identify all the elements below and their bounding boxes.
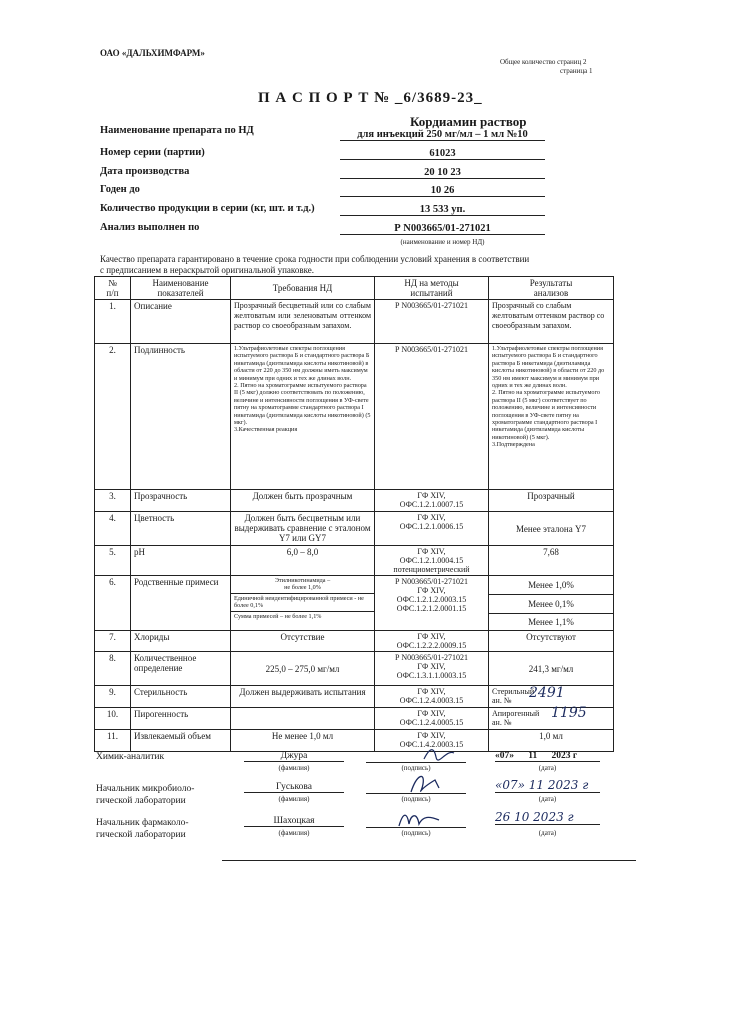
field-label-name: Наименование препарата по НД bbox=[100, 125, 254, 136]
sig-role-chemist: Химик-аналитик bbox=[96, 752, 165, 762]
row-number: 4. bbox=[95, 512, 131, 546]
table-row bbox=[95, 652, 614, 686]
col-requirements: Требования НД bbox=[231, 277, 375, 300]
signature-scribble bbox=[405, 770, 445, 796]
row-method: ГФ XIV, ОФС.1.4.2.0003.15 bbox=[375, 730, 489, 752]
row-requirement: Должен выдерживать испытания bbox=[231, 686, 375, 708]
company-name: ОАО «ДАЛЬХИМФАРМ» bbox=[100, 48, 205, 58]
row-number: 9. bbox=[95, 686, 131, 708]
drug-form: для инъекций 250 мг/мл – 1 мл №10 bbox=[340, 129, 545, 141]
series-number: 61023 bbox=[340, 148, 545, 160]
impurity-result-total: Менее 1,1% bbox=[528, 617, 574, 627]
signature-scribble bbox=[395, 806, 445, 832]
row-number: 3. bbox=[95, 490, 131, 512]
row-method: Р N003665/01-271021 ГФ XIV, ОФС.1.2.1.2.0003.15 ОФС.1.2.1.2.0001.15 bbox=[375, 576, 489, 631]
row-indicator: Количественное определение bbox=[131, 652, 231, 686]
row-result: Отсутствуют bbox=[489, 631, 614, 652]
row-method: ГФ XIV, ОФС.1.2.1.0007.15 bbox=[375, 490, 489, 512]
field-label-prod-date: Дата производства bbox=[100, 166, 190, 177]
quantity: 13 533 уп. bbox=[340, 204, 545, 216]
row-method: Р N003665/01-271021 bbox=[375, 344, 489, 490]
page-current: страница 1 bbox=[560, 67, 593, 75]
row-indicator: Извлекаемый объем bbox=[131, 730, 231, 752]
table-row bbox=[95, 730, 614, 752]
sig-sign-caption: (подпись) bbox=[401, 795, 431, 803]
table-header-row bbox=[95, 277, 614, 300]
row-indicator: Родственные примеси bbox=[131, 576, 231, 631]
row-number: 1. bbox=[95, 300, 131, 344]
sig-sign-caption: (подпись) bbox=[401, 829, 431, 837]
table-row bbox=[95, 512, 614, 546]
impurity-req-single: Единичной неидентифицированной примеси - не более 0,1% bbox=[231, 594, 374, 612]
row-method: Р N003665/01-271021 ГФ XIV, ОФС.1.3.1.1.0003.15 bbox=[375, 652, 489, 686]
row-requirement: Должен быть прозрачным bbox=[231, 490, 375, 512]
sig-name-chemist: Джура bbox=[244, 751, 344, 762]
sig-date-pharmacology: 26 10 2023 г bbox=[495, 810, 600, 825]
table-row bbox=[95, 300, 614, 344]
expiry-date: 10 26 bbox=[340, 185, 545, 197]
row-requirement bbox=[231, 708, 375, 730]
sig-date-caption: (дата) bbox=[538, 795, 557, 803]
page-total: Общее количество страниц 2 bbox=[500, 58, 587, 66]
row-result: 1,0 мл bbox=[489, 730, 614, 752]
table-row bbox=[95, 631, 614, 652]
sig-name-caption: (фамилия) bbox=[278, 829, 310, 837]
row-number: 6. bbox=[95, 576, 131, 631]
row-number: 8. bbox=[95, 652, 131, 686]
row-method: ГФ XIV, ОФС.1.2.4.0005.15 bbox=[375, 708, 489, 730]
field-label-expiry: Годен до bbox=[100, 184, 140, 195]
row-requirement: 1.Ультрафиолетовые спектры поглощения испытуемого раствора Б и стандартного раствора Б никетамида (диэтиламида кислоты никотиновой) в области от 220 до 350 нм должны иметь максимум и минимум при одних и тех же длинах волн. 2. Пятно на хроматограмме испытуемого раствора II (5 мкг) должно соответствовать по положению, величине и интенсивности поглощения в УФ-свете пятну на хроматограмме стандартного раствора I никетамида (диэтиламида кислоты никотиновой) (5 мкг). 3.Качественная реакция bbox=[231, 344, 375, 490]
row-requirement: 225,0 – 275,0 мг/мл bbox=[231, 652, 375, 686]
row-result: 241,3 мг/мл bbox=[489, 652, 614, 686]
row-indicator: pH bbox=[131, 546, 231, 576]
row-number: 5. bbox=[95, 546, 131, 576]
row-method: Р N003665/01-271021 bbox=[375, 300, 489, 344]
table-row bbox=[95, 576, 614, 631]
field-label-quantity: Количество продукции в серии (кг, шт. и т.д.) bbox=[100, 203, 315, 214]
passport-number: № _6/3689-23_ bbox=[374, 90, 483, 106]
sig-role-microbiology: Начальник микробиоло- гической лаборатории bbox=[96, 784, 195, 806]
row-result: Апирогенный ан. № bbox=[492, 709, 540, 727]
table-row bbox=[95, 546, 614, 576]
row-number: 7. bbox=[95, 631, 131, 652]
table-row bbox=[95, 344, 614, 490]
row-method: ГФ XIV, ОФС.1.2.4.0003.15 bbox=[375, 686, 489, 708]
row-result: Прозрачный bbox=[489, 490, 614, 512]
row-number: 10. bbox=[95, 708, 131, 730]
row-result: Прозрачный со слабым желтоватым оттенком раствор со своеобразным запахом. bbox=[489, 300, 614, 344]
impurity-req-total: Сумма примесей – не более 1,1% bbox=[234, 612, 322, 620]
row-requirement: Не менее 1,0 мл bbox=[231, 730, 375, 752]
row-indicator: Прозрачность bbox=[131, 490, 231, 512]
col-results: Результаты анализов bbox=[489, 277, 614, 300]
row-method: ГФ XIV, ОФС.1.2.1.0004.15 потенциометрический bbox=[375, 546, 489, 576]
row-requirement: Должен быть бесцветным или выдерживать сравнение с эталоном Y7 или GY7 bbox=[231, 512, 375, 546]
row-number: 11. bbox=[95, 730, 131, 752]
production-date: 20 10 23 bbox=[340, 167, 545, 179]
handwritten-analysis-number: 1195 bbox=[551, 705, 587, 721]
row-result: 7,68 bbox=[489, 546, 614, 576]
sig-date-caption: (дата) bbox=[538, 829, 557, 837]
col-method: НД на методы испытаний bbox=[375, 277, 489, 300]
sig-date-caption: (дата) bbox=[538, 764, 557, 772]
sig-date-chemist: «07» 11 2023 г bbox=[495, 751, 600, 762]
handwritten-analysis-number: 2491 bbox=[529, 685, 565, 701]
signature-scribble bbox=[420, 745, 460, 763]
row-indicator: Пирогенность bbox=[131, 708, 231, 730]
sig-date-microbiology: «07» 11 2023 г bbox=[495, 778, 600, 793]
col-indicator: Наименование показателей bbox=[131, 277, 231, 300]
table-row bbox=[95, 708, 614, 730]
sig-sign-caption: (подпись) bbox=[401, 764, 431, 772]
row-method: ГФ XIV, ОФС.1.2.1.0006.15 bbox=[375, 512, 489, 546]
analysis-doc-caption: (наименование и номер НД) bbox=[400, 238, 485, 246]
row-result: Менее эталона Y7 bbox=[489, 512, 614, 546]
table-row bbox=[95, 686, 614, 708]
row-indicator: Стерильность bbox=[131, 686, 231, 708]
col-num: № п/п bbox=[95, 277, 131, 300]
analysis-table bbox=[94, 276, 614, 752]
drug-name: Кордиамин раствор bbox=[410, 114, 527, 129]
row-requirement: Прозрачный бесцветный или со слабым желтоватым или зеленоватым оттенком раствор со своеобразным запахом. bbox=[231, 300, 375, 344]
sig-name-microbiology: Гуськова bbox=[244, 782, 344, 793]
sig-name-caption: (фамилия) bbox=[278, 764, 310, 772]
sig-name-caption: (фамилия) bbox=[278, 795, 310, 803]
sig-name-pharmacology: Шахоцкая bbox=[244, 816, 344, 827]
row-indicator: Хлориды bbox=[131, 631, 231, 652]
row-indicator: Цветность bbox=[131, 512, 231, 546]
impurity-req-ethyl: Этилникотинамида – не более 1,0% bbox=[231, 576, 374, 594]
impurity-result-ethyl: Менее 1,0% bbox=[489, 576, 613, 595]
passport-title: П А С П О Р Т bbox=[258, 90, 370, 106]
row-requirement: 6,0 – 8,0 bbox=[231, 546, 375, 576]
row-requirement: Отсутствие bbox=[231, 631, 375, 652]
impurity-result-single: Менее 0,1% bbox=[489, 595, 613, 614]
field-label-series: Номер серии (партии) bbox=[100, 147, 205, 158]
sig-role-pharmacology: Начальник фармаколо- гической лаборатории bbox=[96, 818, 189, 840]
row-indicator: Описание bbox=[131, 300, 231, 344]
row-number: 2. bbox=[95, 344, 131, 490]
quality-note: Качество препарата гарантировано в течение срока годности при соблюдении условий хранения в соответствии с предписанием в нераскрытой оригинальной упаковке. bbox=[100, 254, 530, 275]
row-result: 1.Ультрафиолетовые спектры поглощения испытуемого раствора Б и стандартного раствора Б никетамида (диэтиламида кислоты никотиновой) в области от 220 до 350 нм имеют максимум и минимум при одних и тех же длинах волн. 2. Пятно на хроматограмме испытуемого раствора II (5 мкг) соответствует по положению, величине и интенсивности поглощения в УФ-свете пятну на хроматограмме стандартного раствора I никетамида (диэтиламида кислоты никотиновой) (5 мкг). 3.Подтверждена bbox=[489, 344, 614, 490]
analysis-doc: Р N003665/01-271021 bbox=[340, 223, 545, 235]
row-result: Стерильный ан. № bbox=[492, 687, 535, 705]
bottom-rule bbox=[222, 860, 636, 861]
table-row bbox=[95, 490, 614, 512]
row-indicator: Подлинность bbox=[131, 344, 231, 490]
row-method: ГФ XIV, ОФС.1.2.2.2.0009.15 bbox=[375, 631, 489, 652]
field-label-analysis: Анализ выполнен по bbox=[100, 222, 200, 233]
